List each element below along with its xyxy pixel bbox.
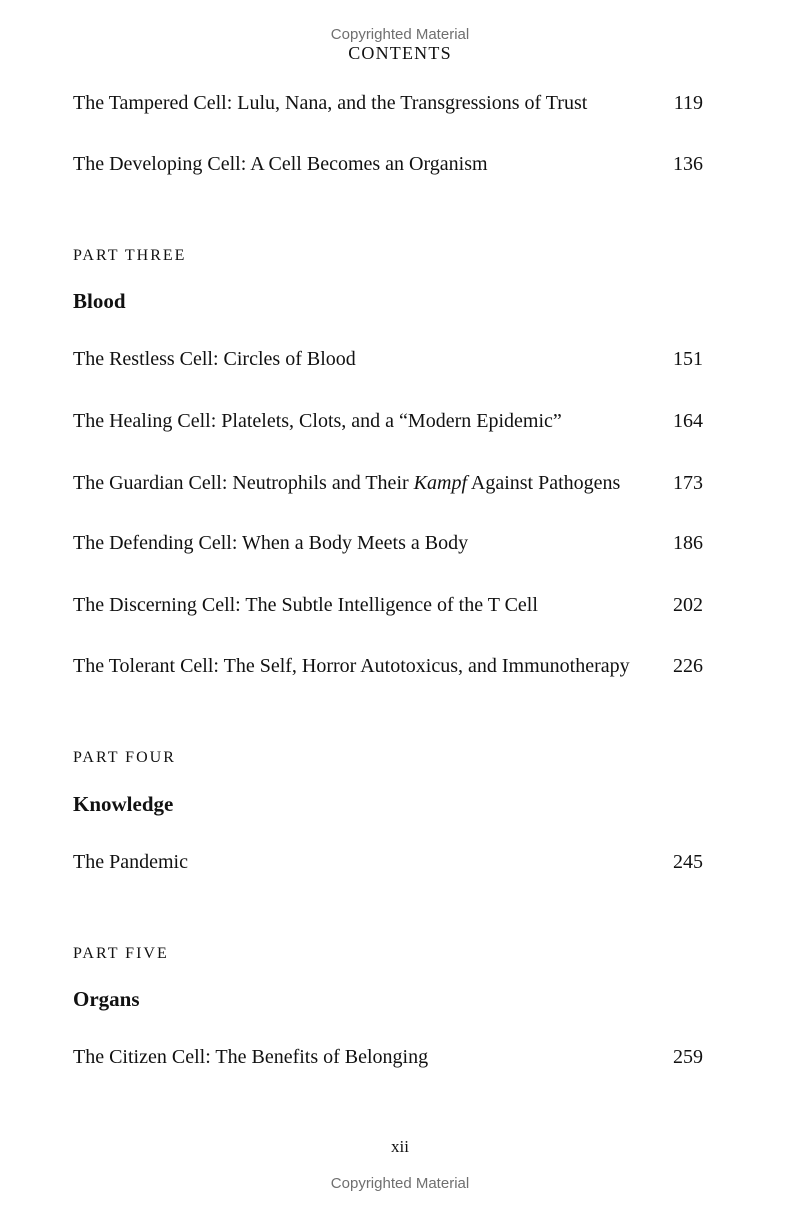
toc-entry-page: 151 (673, 348, 703, 370)
toc-entry-page: 259 (673, 1046, 703, 1068)
toc-entry-title: The Citizen Cell: The Benefits of Belonging (73, 1046, 429, 1068)
toc-entry-page: 164 (673, 410, 703, 432)
part-three-title: Blood (73, 289, 126, 313)
toc-entry-title: The Pandemic (73, 851, 188, 873)
toc-entry-title-italic: Kampf (413, 472, 467, 494)
toc-entry-page: 226 (673, 655, 703, 677)
part-four-label: PART FOUR (73, 749, 176, 766)
toc-entry-title-part: The Guardian Cell: Neutrophils and Their (73, 472, 414, 494)
copyright-watermark-top: Copyrighted Material (330, 26, 470, 43)
toc-entry-page: 136 (673, 153, 703, 175)
toc-entry-title: The Restless Cell: Circles of Blood (73, 348, 356, 370)
toc-entry-page: 119 (673, 92, 703, 114)
toc-entry-title: The Tampered Cell: Lulu, Nana, and the Transgressions of Trust (73, 92, 588, 114)
toc-entry-title: The Developing Cell: A Cell Becomes an Organism (73, 153, 488, 175)
part-five-title: Organs (73, 987, 140, 1011)
toc-entry-page: 245 (673, 851, 703, 873)
page-number: xii (391, 1137, 409, 1156)
toc-entry-title: The Defending Cell: When a Body Meets a Body (73, 532, 469, 554)
toc-entry-title: The Discerning Cell: The Subtle Intelligence of the T Cell (73, 594, 538, 616)
part-five-label: PART FIVE (73, 945, 169, 962)
toc-entry-page: 186 (673, 532, 703, 554)
part-three-label: PART THREE (73, 247, 187, 264)
toc-entry-title (73, 471, 620, 495)
copyright-watermark-bottom: Copyrighted Material (330, 1175, 470, 1192)
toc-entry-title-part: Against Pathogens (467, 472, 621, 494)
running-head: CONTENTS (348, 43, 452, 63)
toc-entry-page: 173 (673, 472, 703, 494)
toc-entry-title: The Tolerant Cell: The Self, Horror Autotoxicus, and Immunotherapy (73, 655, 630, 677)
toc-entry-page: 202 (673, 594, 703, 616)
toc-entry-title: The Healing Cell: Platelets, Clots, and a “Modern Epidemic” (73, 410, 562, 432)
part-four-title: Knowledge (73, 792, 174, 816)
